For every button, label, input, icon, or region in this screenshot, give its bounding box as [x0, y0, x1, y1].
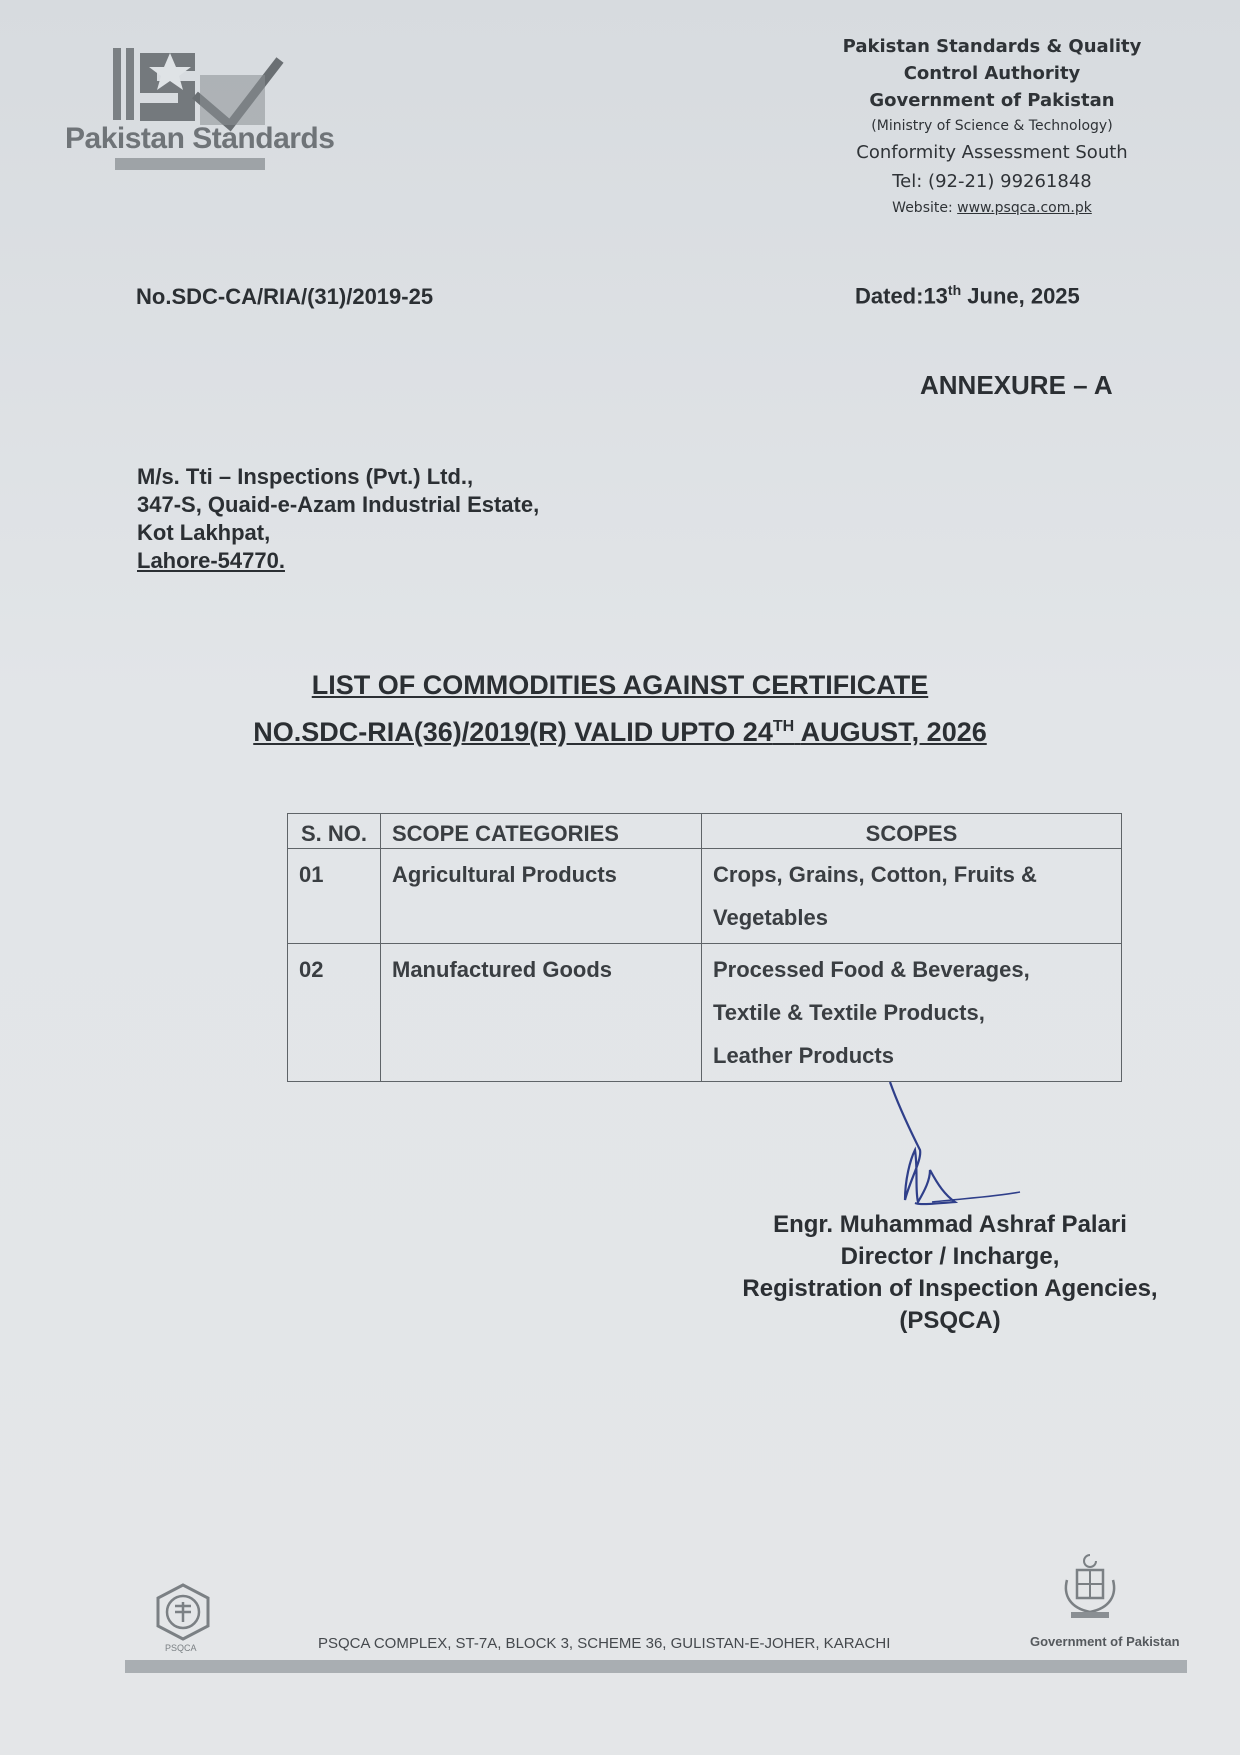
- logo-underbar: [115, 158, 265, 170]
- header-scopes: SCOPES: [702, 814, 1122, 849]
- website-link[interactable]: www.psqca.com.pk: [957, 200, 1092, 216]
- row-category: Manufactured Goods: [381, 944, 702, 1082]
- signatory-org: (PSQCA): [899, 1307, 1001, 1334]
- scope-line: Crops, Grains, Cotton, Fruits &: [713, 862, 1037, 887]
- row-scopes: [702, 849, 1122, 944]
- logo-wordmark: Pakistan Standards: [65, 122, 335, 155]
- handwritten-signature: [860, 1080, 1040, 1220]
- title-ordinal: TH: [772, 718, 795, 735]
- title-cert-number: NO.SDC-RIA(36)/2019(R) VALID UPTO 24: [253, 717, 773, 747]
- title-line2: [0, 706, 1240, 753]
- table-row: [288, 944, 1122, 1082]
- scope-line: Processed Food & Beverages,: [713, 957, 1030, 982]
- document-title: [0, 665, 1240, 753]
- scope-line: Vegetables: [713, 905, 828, 930]
- government-emblem-icon: [1055, 1550, 1125, 1625]
- address-city: Lahore-54770.: [137, 548, 285, 573]
- psqca-seal: [148, 1580, 218, 1660]
- signatory-title: Director / Incharge,: [840, 1243, 1060, 1270]
- signatory-block: [620, 1209, 1240, 1337]
- org-ministry: (Ministry of Science & Technology): [871, 118, 1113, 134]
- footer-government-label: Government of Pakistan: [1030, 1634, 1180, 1649]
- date-ordinal: th: [947, 282, 962, 298]
- header-sno: S. NO.: [288, 814, 381, 849]
- org-name-line2: Control Authority: [903, 63, 1081, 84]
- header-category: SCOPE CATEGORIES: [381, 814, 702, 849]
- row-scopes: [702, 944, 1122, 1082]
- table-header-row: [288, 814, 1122, 849]
- row-sno: 02: [288, 944, 381, 1082]
- title-line1: LIST OF COMMODITIES AGAINST CERTIFICATE: [311, 670, 929, 700]
- org-division: Conformity Assessment South: [856, 142, 1128, 163]
- date-day: Dated:13: [855, 283, 948, 309]
- scope-line: Leather Products: [713, 1043, 894, 1068]
- recipient-address: [137, 463, 539, 575]
- commodities-table: [287, 813, 1122, 1082]
- signatory-name: Engr. Muhammad Ashraf Palari: [773, 1211, 1127, 1238]
- signatory-department: Registration of Inspection Agencies,: [742, 1275, 1158, 1302]
- address-line: 347-S, Quaid-e-Azam Industrial Estate,: [137, 492, 540, 517]
- org-name-line1: Pakistan Standards & Quality: [842, 36, 1142, 57]
- document-date: [855, 282, 1080, 309]
- footer-address: PSQCA COMPLEX, ST-7A, BLOCK 3, SCHEME 36, GULISTAN-E-JOHER, KARACHI: [318, 1635, 891, 1652]
- address-line: M/s. Tti – Inspections (Pvt.) Ltd.,: [137, 464, 474, 489]
- reference-number: No.SDC-CA/RIA/(31)/2019-25: [136, 284, 434, 309]
- row-category: Agricultural Products: [381, 849, 702, 944]
- org-website: [812, 196, 1172, 220]
- date-month-year: June, 2025: [967, 283, 1080, 309]
- website-label: Website:: [892, 200, 953, 216]
- title-expiry: AUGUST, 2026: [800, 717, 987, 747]
- org-telephone: Tel: (92-21) 99261848: [892, 171, 1092, 192]
- footer-bar: [125, 1660, 1187, 1673]
- letterhead: [812, 33, 1172, 220]
- scope-line: Textile & Textile Products,: [713, 1000, 985, 1025]
- annexure-label: ANNEXURE – A: [920, 370, 1113, 400]
- org-government: Government of Pakistan: [869, 90, 1115, 111]
- address-line: Kot Lakhpat,: [137, 520, 271, 545]
- row-sno: 01: [288, 849, 381, 944]
- psqca-seal-label: PSQCA: [165, 1643, 197, 1653]
- table-row: [288, 849, 1122, 944]
